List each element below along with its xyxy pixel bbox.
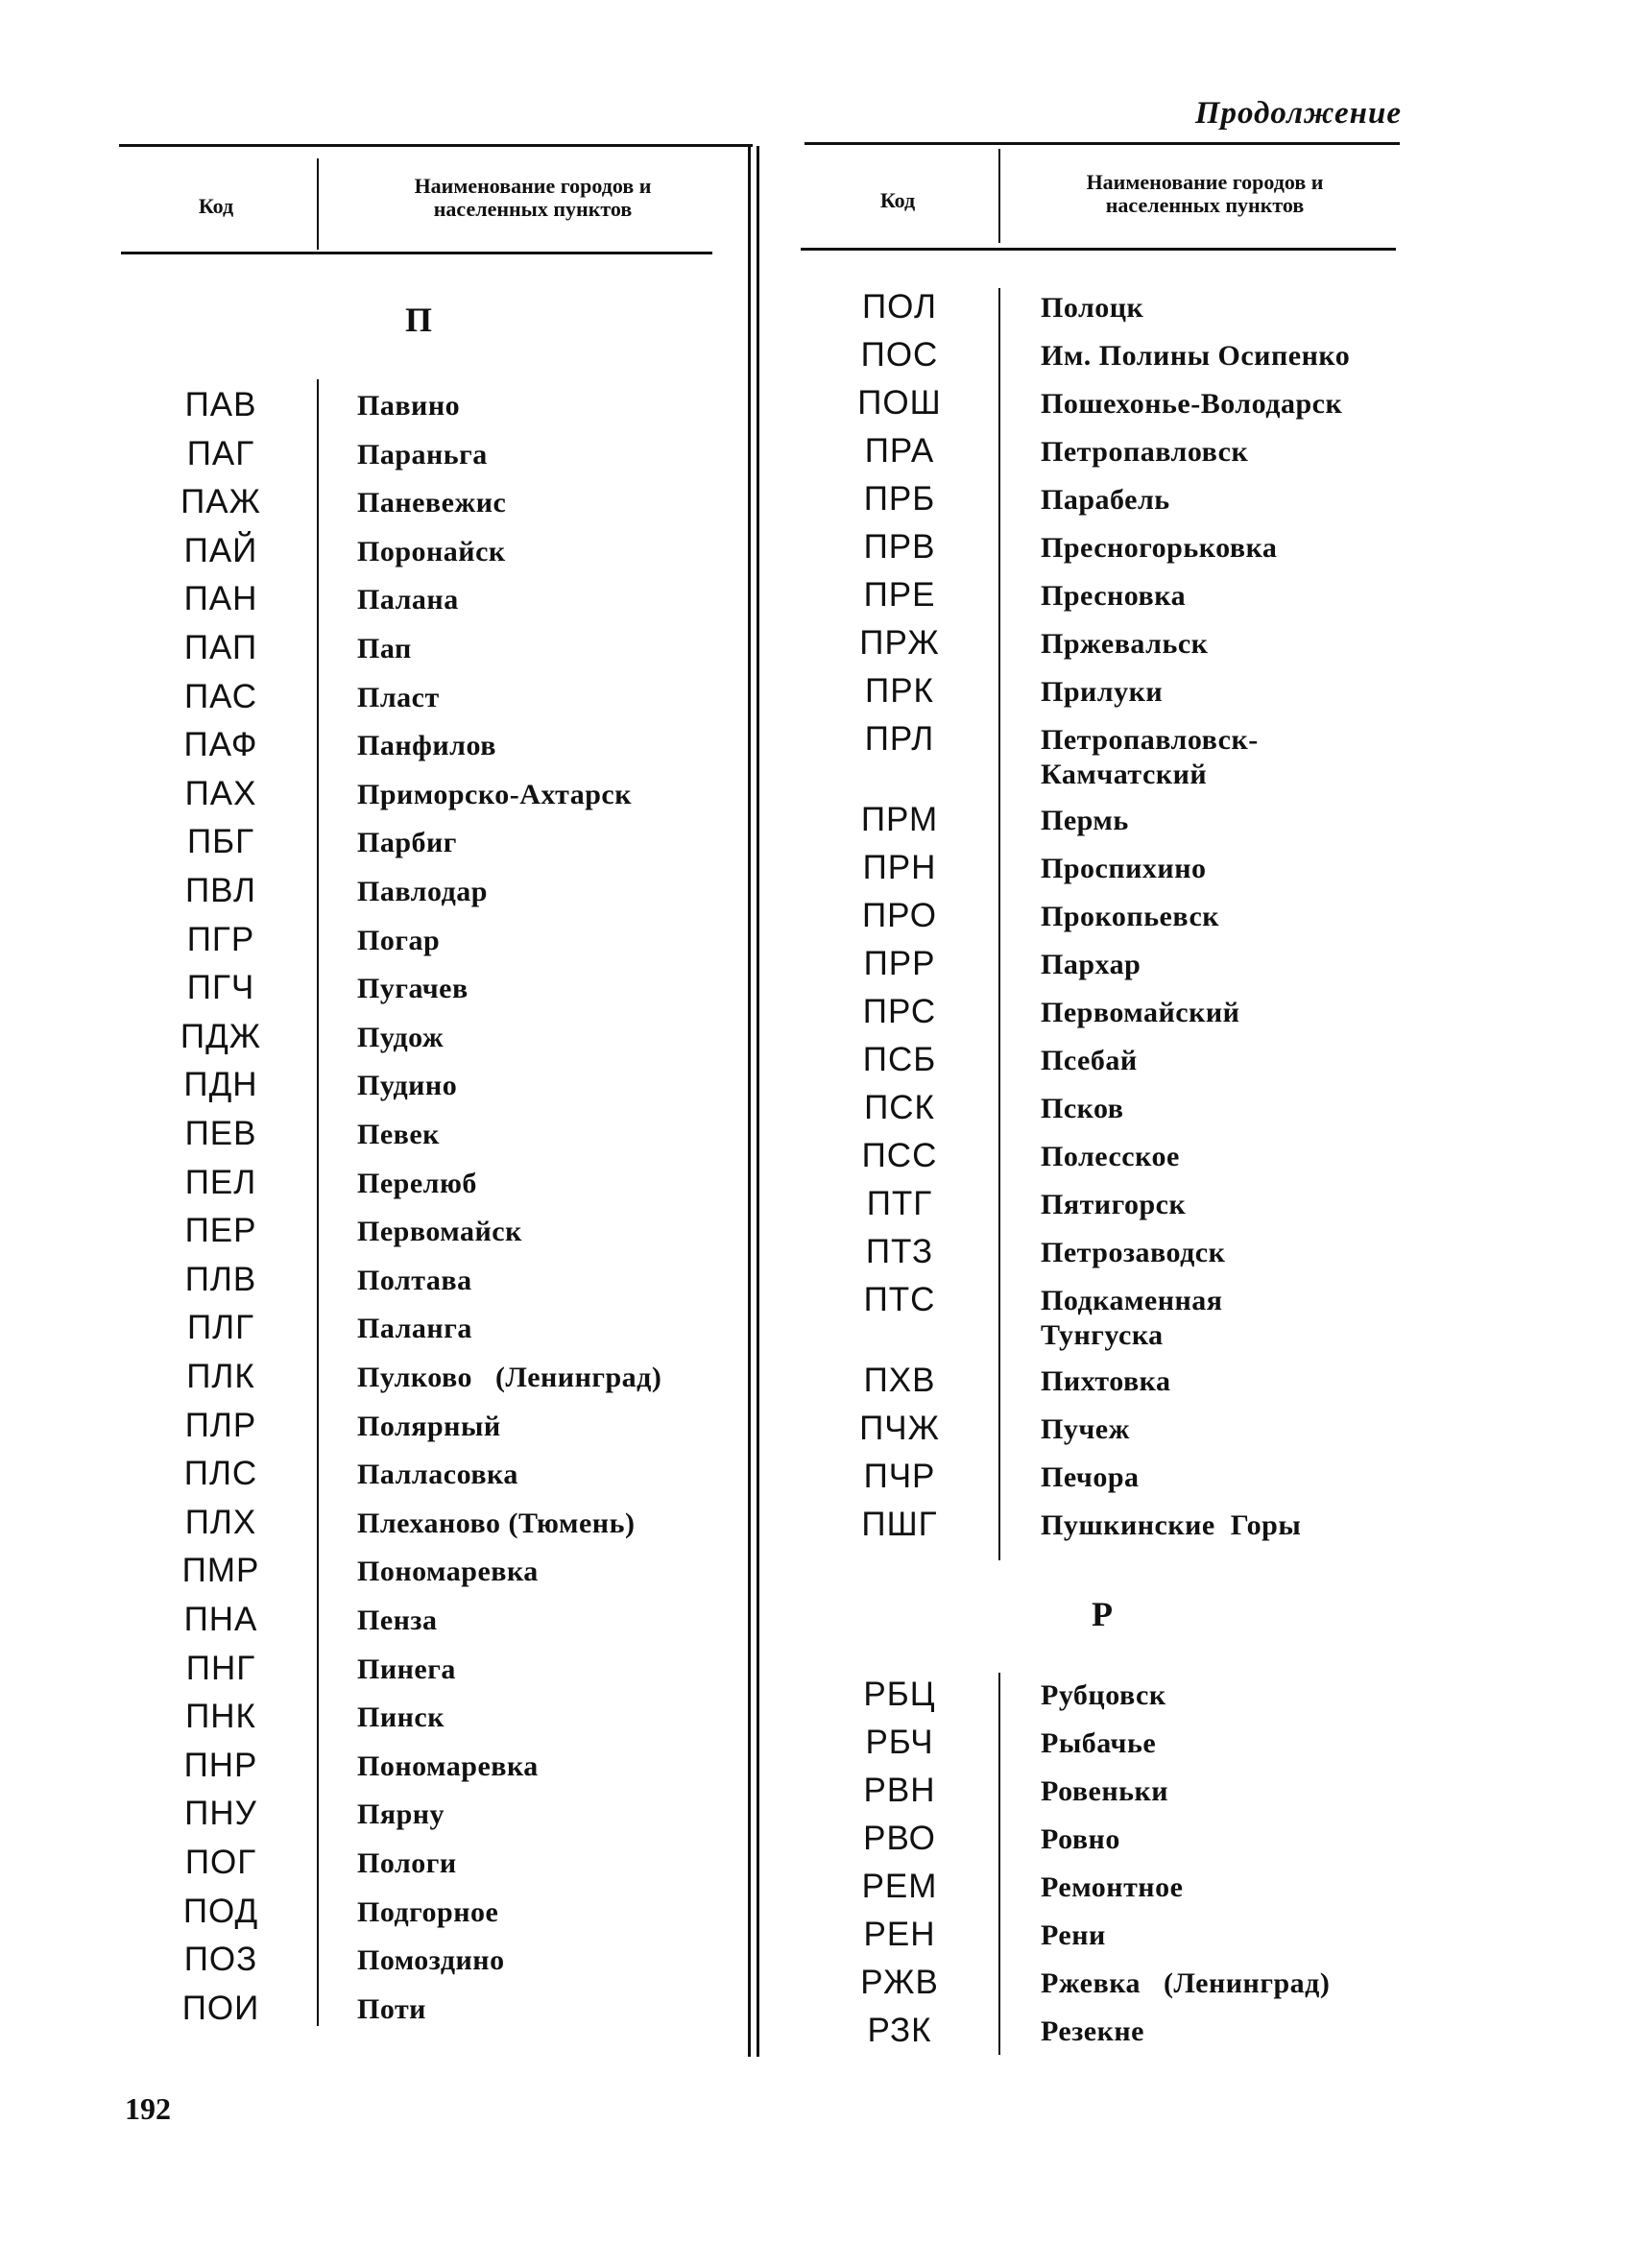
entry-code: ПАЖ xyxy=(180,483,261,521)
entry-code: ПЧР xyxy=(863,1458,936,1495)
entry-name: Пенза xyxy=(357,1604,438,1636)
entry-name: Перелюб xyxy=(357,1167,477,1199)
entry-code: ПЛВ xyxy=(184,1260,257,1298)
entry-code: ПРЕ xyxy=(863,576,936,614)
entry-code: ПЕР xyxy=(184,1212,257,1250)
entry-code: ПЧЖ xyxy=(859,1410,940,1447)
entry-name: Прокопьевск xyxy=(1041,901,1220,932)
entry-name: Пресногорьковка xyxy=(1041,532,1278,564)
entry-code: ПЛК xyxy=(186,1358,255,1395)
entry-code: ПАФ xyxy=(183,726,258,764)
entry-code: ПОЛ xyxy=(862,288,937,326)
entry-code: ПЕЛ xyxy=(184,1163,257,1201)
page-number: 192 xyxy=(125,2091,171,2126)
entry-name: Палласовка xyxy=(357,1459,518,1491)
right-header-divider xyxy=(998,149,1000,243)
entry-name: Ровно xyxy=(1041,1823,1120,1855)
entry-code: ПАЙ xyxy=(183,531,258,569)
entry-name: Пудино xyxy=(357,1070,458,1102)
entry-name: Подкаменная Тунгуска xyxy=(1041,1285,1223,1351)
right-column-divider-r xyxy=(998,1673,1000,2055)
entry-name: Печора xyxy=(1041,1461,1140,1493)
entry-code: ПОД xyxy=(182,1892,259,1930)
entry-name: Ровеньки xyxy=(1041,1775,1169,1807)
entry-name: Палана xyxy=(357,584,459,616)
entry-code: ПАВ xyxy=(184,386,257,423)
entry-name: Парабель xyxy=(1041,484,1170,516)
entry-name: Ремонтное xyxy=(1041,1871,1184,1903)
entry-code: ПРР xyxy=(863,945,936,982)
entry-name: Паневежис xyxy=(357,487,507,519)
entry-name: Петропавловск- Камчатский xyxy=(1041,724,1259,790)
entry-name: Рени xyxy=(1041,1919,1106,1951)
entry-code: РЕН xyxy=(863,1916,936,1953)
entry-name: Пушкинские Горы xyxy=(1041,1509,1302,1541)
entry-code: ПРВ xyxy=(863,528,936,566)
right-code-header: Код xyxy=(879,188,916,212)
center-divider-a xyxy=(748,146,751,2057)
entry-code: ПСС xyxy=(861,1137,938,1174)
left-name-header: Наименование городов и населенных пунктов xyxy=(414,174,652,221)
entry-name: Пермь xyxy=(1041,805,1129,836)
entry-code: ПРК xyxy=(865,672,934,710)
entry-name: Павино xyxy=(357,390,461,422)
entry-code: ПНГ xyxy=(185,1649,256,1687)
entry-name: Им. Полины Осипенко xyxy=(1041,340,1351,372)
entry-name: Полесское xyxy=(1041,1141,1180,1172)
header-rule-left xyxy=(121,252,712,254)
entry-code: ПГЧ xyxy=(186,969,255,1007)
entry-code: ПДЖ xyxy=(180,1017,262,1055)
left-code-header: Код xyxy=(198,194,234,218)
entry-name: Пржевальск xyxy=(1041,628,1209,660)
entry-code: РВН xyxy=(863,1772,936,1809)
top-rule-left xyxy=(119,144,753,147)
entry-code: ПТЗ xyxy=(865,1233,934,1270)
section-letter-r: Р xyxy=(1092,1595,1113,1633)
entry-code: ПОГ xyxy=(184,1844,257,1881)
entry-code: ПНА xyxy=(183,1601,258,1638)
entry-name: Рубцовск xyxy=(1041,1679,1166,1711)
entry-code: ПРЖ xyxy=(859,624,940,662)
entry-name: Поти xyxy=(357,1992,426,2025)
entry-code: ПРЛ xyxy=(864,720,935,758)
continuation-label: Продолжение xyxy=(1194,96,1402,131)
entry-code: РВО xyxy=(863,1820,936,1857)
entry-code: ПШГ xyxy=(861,1506,938,1543)
entry-name: Ржевка (Ленинград) xyxy=(1041,1967,1331,1999)
section-letter-p: П xyxy=(404,301,432,339)
right-name-header: Наименование городов и населенных пунктов xyxy=(1086,170,1324,217)
entry-name: Пинега xyxy=(357,1653,456,1685)
entry-name: Пучеж xyxy=(1041,1413,1130,1445)
entry-code: ПЕВ xyxy=(184,1115,257,1152)
entry-code: ПНК xyxy=(185,1698,256,1736)
entry-code: ПМР xyxy=(181,1552,260,1590)
entry-code: ПЛС xyxy=(183,1455,258,1493)
entry-name: Пихтовка xyxy=(1041,1365,1171,1397)
entry-name: Проспихино xyxy=(1041,853,1207,884)
left-header-divider xyxy=(317,158,319,250)
entry-code: ПАХ xyxy=(184,774,257,812)
entry-name: Приморско-Ахтарск xyxy=(357,778,633,810)
entry-name: Полярный xyxy=(357,1410,501,1442)
entry-name: Подгорное xyxy=(357,1895,499,1928)
entry-name: Паланга xyxy=(357,1313,472,1345)
entry-name: Певек xyxy=(357,1119,440,1150)
entry-name: Пономаревка xyxy=(357,1749,539,1782)
entry-code: РЗК xyxy=(867,2012,932,2049)
entry-name: Помоздино xyxy=(357,1944,505,1977)
entry-code: ПОС xyxy=(860,336,939,374)
entry-name: Пинск xyxy=(357,1701,445,1734)
entry-name: Петропавловск xyxy=(1041,436,1249,468)
entry-name: Погар xyxy=(357,924,441,956)
entry-code: ПЛГ xyxy=(186,1309,255,1347)
entry-code: ПРН xyxy=(862,849,937,886)
entry-code: РБЦ xyxy=(863,1676,936,1713)
entry-code: ПХВ xyxy=(863,1362,936,1399)
header-rule-right xyxy=(801,248,1396,251)
entry-name: Пулково (Ленинград) xyxy=(357,1362,662,1393)
entry-name: Плеханово (Тюмень) xyxy=(357,1507,636,1539)
entry-code: ПЛР xyxy=(184,1406,257,1444)
entry-code: ПРО xyxy=(862,897,937,934)
entry-name: Псебай xyxy=(1041,1045,1138,1076)
entry-name: Пологи xyxy=(357,1847,457,1879)
entry-code: ПРА xyxy=(864,432,935,470)
entry-code: ПАН xyxy=(183,580,258,618)
entry-code: ПАП xyxy=(183,629,258,666)
entry-code: ПОЗ xyxy=(183,1941,258,1979)
entry-code: ПРС xyxy=(862,993,937,1030)
entry-code: ПОШ xyxy=(857,384,942,422)
entry-code: ПАГ xyxy=(186,434,255,472)
entry-name: Первомайск xyxy=(357,1216,522,1248)
entry-name: Парбиг xyxy=(357,827,457,859)
entry-code: ПЛХ xyxy=(184,1503,257,1541)
entry-name: Рыбачье xyxy=(1041,1727,1157,1759)
entry-code: ПВЛ xyxy=(184,872,257,909)
entry-name: Пошехонье-Володарск xyxy=(1041,388,1343,420)
entry-code: ПАС xyxy=(183,677,257,715)
entry-code: ПДН xyxy=(183,1066,258,1104)
entry-name: Параньга xyxy=(357,438,488,470)
entry-code: ПНУ xyxy=(184,1795,257,1833)
entry-code: ПТГ xyxy=(866,1185,933,1222)
entry-name: Поронайск xyxy=(357,535,506,567)
right-column-divider-p xyxy=(998,288,1000,1560)
entry-name: Пятигорск xyxy=(1041,1189,1187,1220)
entry-code: ПОИ xyxy=(181,1989,260,2027)
entry-name: Пап xyxy=(357,633,412,664)
entry-name: Пресновка xyxy=(1041,580,1187,612)
entry-name: Пархар xyxy=(1041,949,1141,980)
entry-code: ПРБ xyxy=(863,480,936,518)
entry-code: ПГР xyxy=(186,920,255,958)
entry-code: ПНР xyxy=(183,1746,258,1784)
entry-name: Первомайский xyxy=(1041,997,1240,1028)
entry-code: ПСБ xyxy=(862,1041,937,1078)
entry-name: Псков xyxy=(1041,1093,1124,1124)
entry-code: РЖВ xyxy=(860,1964,939,2001)
entry-name: Пугачев xyxy=(357,973,469,1005)
left-column-divider xyxy=(317,379,319,2026)
entry-code: ПСК xyxy=(864,1089,935,1126)
entry-name: Панфилов xyxy=(357,730,496,762)
entry-name: Пудож xyxy=(357,1021,445,1053)
entry-name: Пласт xyxy=(357,681,440,713)
entry-name: Полоцк xyxy=(1041,292,1144,324)
entry-code: ПТС xyxy=(863,1281,936,1318)
entry-name: Резекне xyxy=(1041,2015,1145,2047)
entry-name: Пономаревка xyxy=(357,1556,539,1588)
entry-name: Павлодар xyxy=(357,876,488,907)
entry-code: ПБГ xyxy=(186,823,255,861)
top-rule-right xyxy=(805,142,1400,145)
entry-code: ПРМ xyxy=(860,801,939,838)
entry-name: Петрозаводск xyxy=(1041,1237,1226,1268)
entry-code: РЕМ xyxy=(861,1868,938,1905)
center-divider-b xyxy=(757,146,759,2057)
entry-code: РБЧ xyxy=(865,1724,934,1761)
entry-name: Прилуки xyxy=(1041,676,1164,708)
entry-name: Пярну xyxy=(357,1798,445,1831)
entry-name: Полтава xyxy=(357,1264,472,1296)
